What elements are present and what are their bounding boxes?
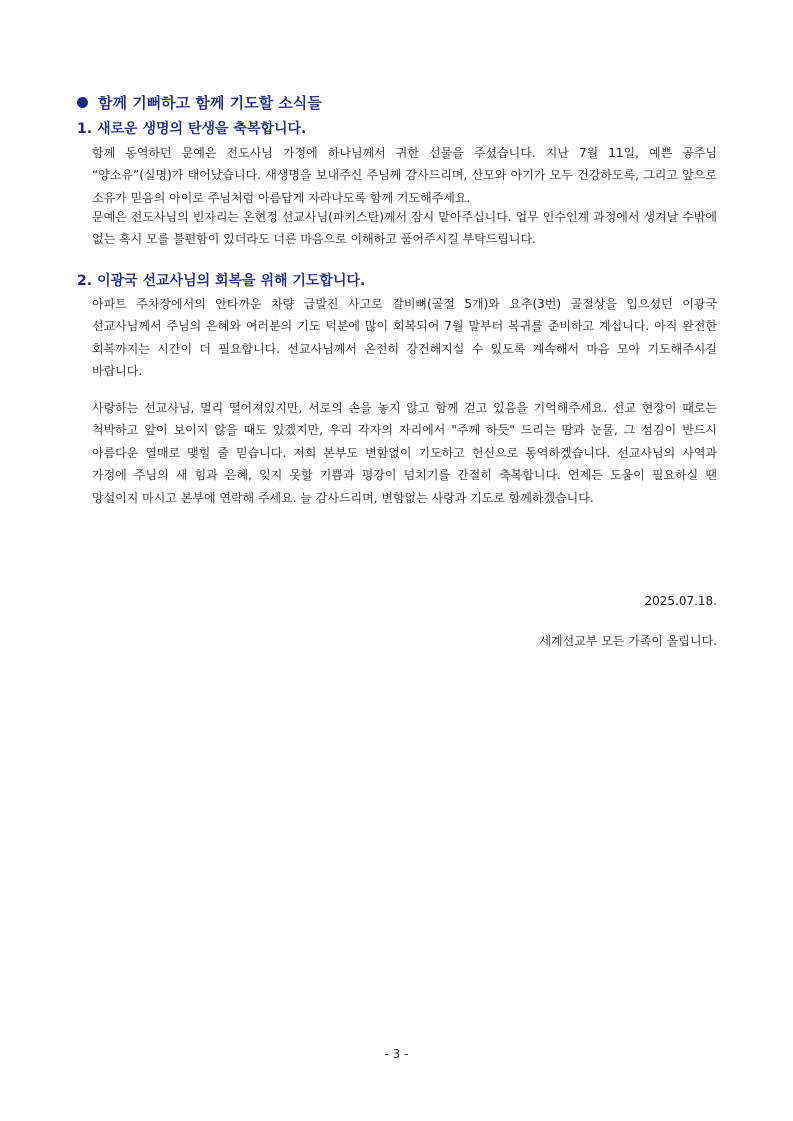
closing-paragraph: 사랑하는 선교사님, 멀리 떨어져있지만, 서로의 손을 놓지 않고 함께 걷고 있음을 기억해주세요. 선교 현장이 때로는 척박하고 앞이 보이지 않을 때도 있겠지만, 우리 각자의 자리에서 "주께 하듯" 드리는 땀과 눈물, 그 섬김이 반드시 아름다운 열매로 맺힐 줄 믿습니다. 저희 본부도 변함없이 기도하고 헌신으로 동역하겠습니다. 선교사님의 사역과 가정에 주님의 새 힘과 은혜, 잊지 못할 기쁨과 평강이 넘치기를 간절히 축복합니다. 언제든 도움이 필요하실 땐 망설이지 마시고 본부에 연락해 주세요. 늘 감사드리며, 변함없는 사랑과 기도로 함께하겠습니다. (92, 401, 717, 505)
signature-line: 세계선교부 모든 가족이 올립니다. (539, 634, 717, 648)
section-2-paragraph-1: 아파트 주차장에서의 안타까운 차량 급발진 사고로 갈비뼈(골절 5개)와 요추(3번) 골절상을 입으셨던 이광국 선교사님께서 주님의 은혜와 여러분의 기도 덕분에 많이 회복되어 7월 말부터 복귀를 준비하고 계십니다. 아직 완전한 회복까지는 시간이 더 필요합니다. 선교사님께서 온전히 강건해지실 수 있도록 계속해서 마음 모아 기도해주시길 바랍니다. (92, 297, 717, 379)
page-number: - 3 - (384, 1047, 409, 1061)
section-2-title (77, 270, 365, 290)
section-2-number: 2. (77, 273, 93, 289)
section-1-paragraph-1: 함께 동역하던 문예은 전도사님 가정에 하나님께서 귀한 선물을 주셨습니다. 지난 7월 11일, 예쁜 공주님 “양소유”(실명)가 태어났습니다. 새생명을 보내주신 주님께 감사드리며, 산모와 아기가 모두 건강하도록, 그리고 앞으로 소유가 믿음의 아이로 주님처럼 아름답게 자라나도록 함께 기도해주세요. (92, 146, 717, 205)
section-1-title-text: 새로운 생명의 탄생을 축복합니다. (97, 121, 307, 137)
document-date: 2025.07.18. (644, 594, 717, 608)
main-heading (77, 92, 322, 113)
section-1-number: 1. (77, 121, 93, 137)
section-2-title-text: 이광국 선교사님의 회복을 위해 기도합니다. (97, 273, 366, 289)
filled-circle-bullet-icon (77, 97, 88, 108)
section-1-title (77, 118, 306, 138)
section-1-paragraph-2: 문예은 전도사님의 빈자리는 온현정 선교사님(파키스탄)께서 잠시 맡아주십니다. 업무 인수인계 과정에서 생겨날 수밖에 없는 혹시 모를 불편함이 있더라도 너른 마음으로 이해하고 품어주시길 부탁드립니다. (92, 210, 717, 247)
main-heading-text: 함께 기뻐하고 함께 기도할 소식들 (98, 94, 322, 112)
